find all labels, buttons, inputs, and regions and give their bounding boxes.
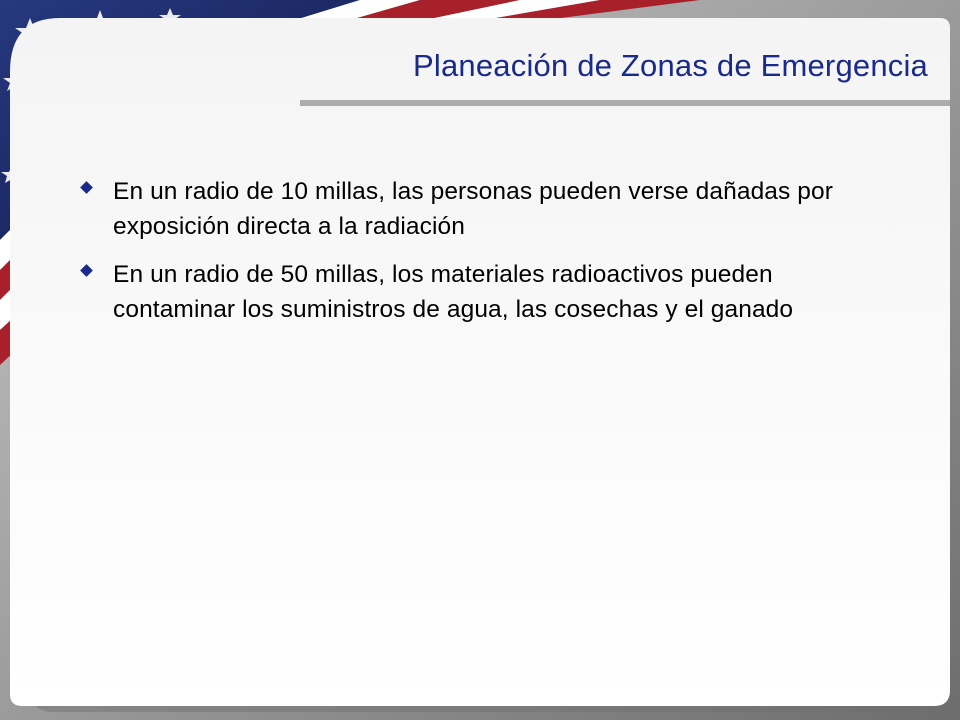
diamond-bullet-icon <box>80 264 93 277</box>
bullet-list <box>78 174 878 340</box>
bullet-item <box>78 257 878 327</box>
slide-title: Planeación de Zonas de Emergencia <box>413 48 928 83</box>
bullet-item <box>78 174 878 244</box>
bullet-text: En un radio de 50 millas, los materiales radioactivos pueden contaminar los suministros de agua, las cosechas y el ganado <box>113 261 794 323</box>
diamond-bullet-icon <box>80 181 93 194</box>
bullet-text: En un radio de 10 millas, las personas pueden verse dañadas por exposición directa a la radiación <box>113 178 833 240</box>
